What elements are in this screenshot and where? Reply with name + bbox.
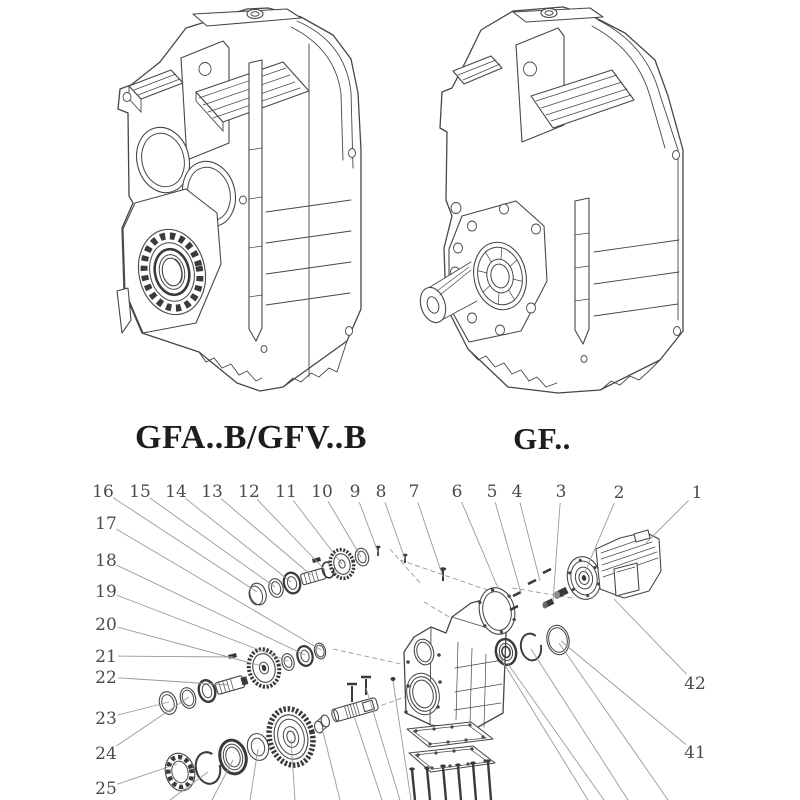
callout-13: 13 xyxy=(201,482,223,502)
exploded-view xyxy=(92,482,706,800)
leader-line-3 xyxy=(553,503,560,601)
callout-21: 21 xyxy=(95,647,117,667)
front-strap xyxy=(249,60,262,341)
bushing xyxy=(543,601,554,609)
callout-10: 10 xyxy=(311,482,333,502)
model-label-gf: GF.. xyxy=(513,421,571,456)
callout-layer xyxy=(92,482,706,799)
leader-line-22 xyxy=(118,678,229,685)
callout-41: 41 xyxy=(684,743,706,763)
callout-6: 6 xyxy=(451,482,463,502)
callout-20: 20 xyxy=(95,615,117,635)
leader-line-16 xyxy=(113,498,257,592)
callout-4: 4 xyxy=(511,482,523,502)
callout-18: 18 xyxy=(95,551,117,571)
gearbox-drawing-hollow-shaft xyxy=(117,8,361,391)
leader-line-41 xyxy=(561,641,686,744)
motor xyxy=(563,530,661,602)
leader-line-7 xyxy=(418,502,443,577)
front-strap xyxy=(575,198,589,344)
leader-line-21 xyxy=(118,656,233,657)
callout-17: 17 xyxy=(95,514,117,534)
oil-plug xyxy=(247,10,263,19)
callout-22: 22 xyxy=(95,668,117,688)
plate-hole xyxy=(199,63,211,76)
callout-11: 11 xyxy=(275,482,297,502)
callout-2: 2 xyxy=(613,483,625,503)
ball-bearing xyxy=(161,750,198,794)
callout-16: 16 xyxy=(92,482,114,502)
oil-plug xyxy=(541,9,557,18)
callout-19: 19 xyxy=(95,582,117,602)
leader-line-5 xyxy=(495,503,521,593)
callout-1: 1 xyxy=(691,483,703,503)
callout-14: 14 xyxy=(165,482,187,502)
callout-8: 8 xyxy=(375,482,387,502)
callout-15: 15 xyxy=(129,482,151,502)
leader-line-8 xyxy=(385,502,405,559)
leader-line-42 xyxy=(614,599,687,674)
gearbox-drawing-solid-shaft xyxy=(416,7,683,393)
leader-line-11 xyxy=(293,501,342,564)
ear-hole xyxy=(123,93,131,102)
callout-12: 12 xyxy=(238,482,260,502)
leader-line-4 xyxy=(520,503,540,581)
leader-line-6 xyxy=(462,502,498,588)
stud xyxy=(347,684,357,702)
callout-5: 5 xyxy=(486,482,498,502)
model-label-gfab: GFA..B/GFV..B xyxy=(135,419,367,456)
callout-23: 23 xyxy=(95,709,117,729)
leader-line-9 xyxy=(359,502,378,552)
stud xyxy=(361,677,371,695)
leader-line-24 xyxy=(116,697,189,746)
output-gear xyxy=(263,704,319,770)
intermediate-gear xyxy=(245,646,283,690)
leader-line-15 xyxy=(150,498,275,587)
leader-line-20 xyxy=(118,627,262,666)
leader-line-1 xyxy=(646,500,689,543)
callout-9: 9 xyxy=(349,482,361,502)
leader-line-12 xyxy=(257,500,325,570)
leader-line-19 xyxy=(117,595,288,661)
leader-line-14 xyxy=(185,498,291,582)
callout-7: 7 xyxy=(408,482,420,502)
callout-42: 42 xyxy=(684,674,706,694)
coupling xyxy=(554,590,567,599)
callout-25: 25 xyxy=(95,779,117,799)
callout-3: 3 xyxy=(555,482,567,502)
input-shaft-parts xyxy=(246,546,407,607)
terminal-box xyxy=(614,563,639,596)
callout-24: 24 xyxy=(95,744,117,764)
